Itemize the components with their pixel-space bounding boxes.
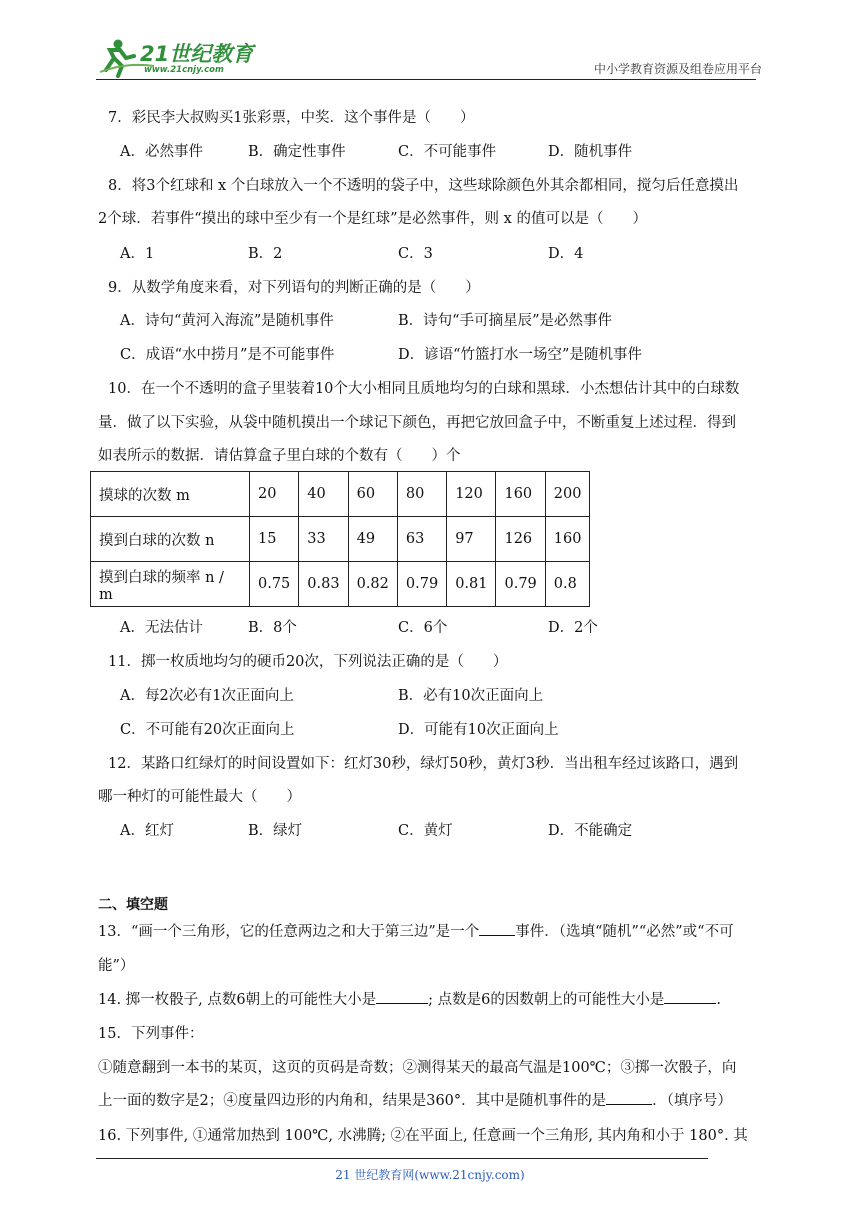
table-cell: 0.8 bbox=[545, 562, 590, 607]
q10-stem-line2: 量．做了以下实验，从袋中随机摸出一个球记下颜色，再把它放回盒子中，不断重复上述过程．得到 bbox=[98, 415, 736, 431]
table-cell: 97 bbox=[447, 517, 496, 562]
q11-stem: 11．掷一枚质地均匀的硬币20次，下列说法正确的是（ ） bbox=[108, 654, 508, 670]
q11-option-c: C．不可能有20次正面向上 bbox=[120, 722, 295, 738]
logo-url: www.21cnjy.com bbox=[144, 65, 224, 75]
table-cell: 60 bbox=[348, 472, 397, 517]
q13-blank[interactable] bbox=[479, 921, 515, 936]
q14-line bbox=[98, 988, 721, 1009]
q10-stem-line3: 如表所示的数据．请估算盒子里白球的个数有（ ）个 bbox=[98, 448, 461, 464]
table-cell: 0.79 bbox=[397, 562, 446, 607]
q7-stem: 7．彩民李大叔购买1张彩票，中奖．这个事件是（ ） bbox=[108, 110, 475, 126]
footer-divider bbox=[96, 1158, 708, 1159]
table-cell: 0.82 bbox=[348, 562, 397, 607]
table-cell: 120 bbox=[447, 472, 496, 517]
table-cell: 200 bbox=[545, 472, 590, 517]
q11-option-a: A．每2次必有1次正面向上 bbox=[120, 688, 294, 704]
table-cell: 49 bbox=[348, 517, 397, 562]
q15-blank[interactable] bbox=[606, 1090, 652, 1105]
table-cell: 0.75 bbox=[250, 562, 299, 607]
table-cell: 33 bbox=[299, 517, 348, 562]
q9-option-d: D．谚语“竹篮打水一场空”是随机事件 bbox=[398, 347, 642, 363]
q8-option-a: A．1 bbox=[120, 246, 155, 262]
table-cell: 63 bbox=[397, 517, 446, 562]
q14-text-c: . bbox=[716, 992, 721, 1008]
q14-blank-1[interactable] bbox=[376, 989, 428, 1004]
frequency-table bbox=[90, 471, 590, 607]
q13-text-b: 事件．（选填“随机”“必然”或“不可 bbox=[515, 924, 734, 940]
q12-stem-line2: 哪一种灯的可能性最大（ ） bbox=[98, 789, 301, 805]
row-label: 摸到白球的频率 n / m bbox=[91, 562, 250, 607]
table-cell: 15 bbox=[250, 517, 299, 562]
table-row bbox=[91, 562, 590, 607]
q15-line1: ①随意翻到一本书的某页，这页的页码是奇数；②测得某天的最高气温是100℃；③掷一次骰子，向 bbox=[98, 1060, 737, 1076]
section-title: 二、填空题 bbox=[98, 897, 168, 913]
q12-option-a: A．红灯 bbox=[120, 823, 174, 839]
q15-text-a: 上一面的数字是2；④度量四边形的内角和，结果是360°．其中是随机事件的是 bbox=[98, 1093, 607, 1109]
logo-title: 21世纪教育 bbox=[140, 42, 254, 66]
q8-option-b: B．2 bbox=[248, 246, 283, 262]
q9-option-a: A．诗句“黄河入海流”是随机事件 bbox=[120, 313, 334, 329]
q8-option-d: D．4 bbox=[548, 246, 584, 262]
q10-option-b: B．8个 bbox=[248, 620, 297, 636]
q15-text-b: ．（填序号） bbox=[652, 1093, 732, 1109]
table-row bbox=[91, 472, 590, 517]
q15-stem: 15．下列事件： bbox=[98, 1026, 204, 1042]
table-cell: 126 bbox=[496, 517, 545, 562]
table-cell: 80 bbox=[397, 472, 446, 517]
q12-option-c: C．黄灯 bbox=[398, 823, 453, 839]
q11-option-b: B．必有10次正面向上 bbox=[398, 688, 544, 704]
q11-option-d: D．可能有10次正面向上 bbox=[398, 722, 559, 738]
table-row bbox=[91, 517, 590, 562]
q15-line2 bbox=[98, 1089, 732, 1110]
table-cell: 0.81 bbox=[447, 562, 496, 607]
table-cell: 40 bbox=[299, 472, 348, 517]
q8-stem-line1: 8．将3个红球和 x 个白球放入一个不透明的袋子中，这些球除颜色外其余都相同，搅匀后任意摸出 bbox=[108, 178, 739, 194]
q14-blank-2[interactable] bbox=[664, 989, 716, 1004]
q7-option-b: B．确定性事件 bbox=[248, 144, 346, 160]
q8-stem-line2: 2个球．若事件“摸出的球中至少有一个是红球”是必然事件，则 x 的值可以是（ ） bbox=[98, 211, 647, 227]
site-logo bbox=[96, 36, 256, 80]
q12-stem-line1: 12．某路口红绿灯的时间设置如下：红灯30秒，绿灯50秒，黄灯3秒．当出租车经过该路口，遇到 bbox=[108, 756, 739, 772]
q10-option-a: A．无法估计 bbox=[120, 620, 203, 636]
q7-option-a: A．必然事件 bbox=[120, 144, 203, 160]
header-divider bbox=[96, 79, 756, 80]
table-cell: 20 bbox=[250, 472, 299, 517]
q13-line1 bbox=[98, 920, 734, 941]
q10-stem-line1: 10．在一个不透明的盒子里装着10个大小相同且质地均匀的白球和黑球．小杰想估计其中的白球数 bbox=[108, 381, 740, 397]
table-cell: 0.83 bbox=[299, 562, 348, 607]
header-platform-name: 中小学教育资源及组卷应用平台 bbox=[593, 62, 762, 76]
q8-option-c: C．3 bbox=[398, 246, 433, 262]
table-cell: 160 bbox=[496, 472, 545, 517]
row-label: 摸到白球的次数 n bbox=[91, 517, 250, 562]
q14-text-b: ; 点数是6的因数朝上的可能性大小是 bbox=[428, 992, 665, 1008]
q13-text-a: 13．“画一个三角形，它的任意两边之和大于第三边”是一个 bbox=[98, 924, 480, 940]
row-label: 摸球的次数 m bbox=[91, 472, 250, 517]
q9-option-b: B．诗句“手可摘星辰”是必然事件 bbox=[398, 313, 612, 329]
q10-option-c: C．6个 bbox=[398, 620, 448, 636]
q9-option-c: C．成语“水中捞月”是不可能事件 bbox=[120, 347, 335, 363]
q16-line1: 16. 下列事件, ①通常加热到 100℃, 水沸腾; ②在平面上, 任意画一个三角形, 其内角和小于 180°. 其 bbox=[98, 1128, 748, 1144]
footer-link[interactable]: 21 世纪教育网(www.21cnjy.com) bbox=[335, 1168, 525, 1182]
q13-line2: 能”） bbox=[98, 958, 135, 974]
q9-stem: 9．从数学角度来看，对下列语句的判断正确的是（ ） bbox=[108, 280, 480, 296]
q10-option-d: D．2个 bbox=[548, 620, 598, 636]
q12-option-d: D．不能确定 bbox=[548, 823, 633, 839]
table-cell: 0.79 bbox=[496, 562, 545, 607]
q12-option-b: B．绿灯 bbox=[248, 823, 303, 839]
q14-text-a: 14. 掷一枚骰子, 点数6朝上的可能性大小是 bbox=[98, 992, 377, 1008]
q7-option-c: C．不可能事件 bbox=[398, 144, 497, 160]
table-cell: 160 bbox=[545, 517, 590, 562]
q7-option-d: D．随机事件 bbox=[548, 144, 633, 160]
